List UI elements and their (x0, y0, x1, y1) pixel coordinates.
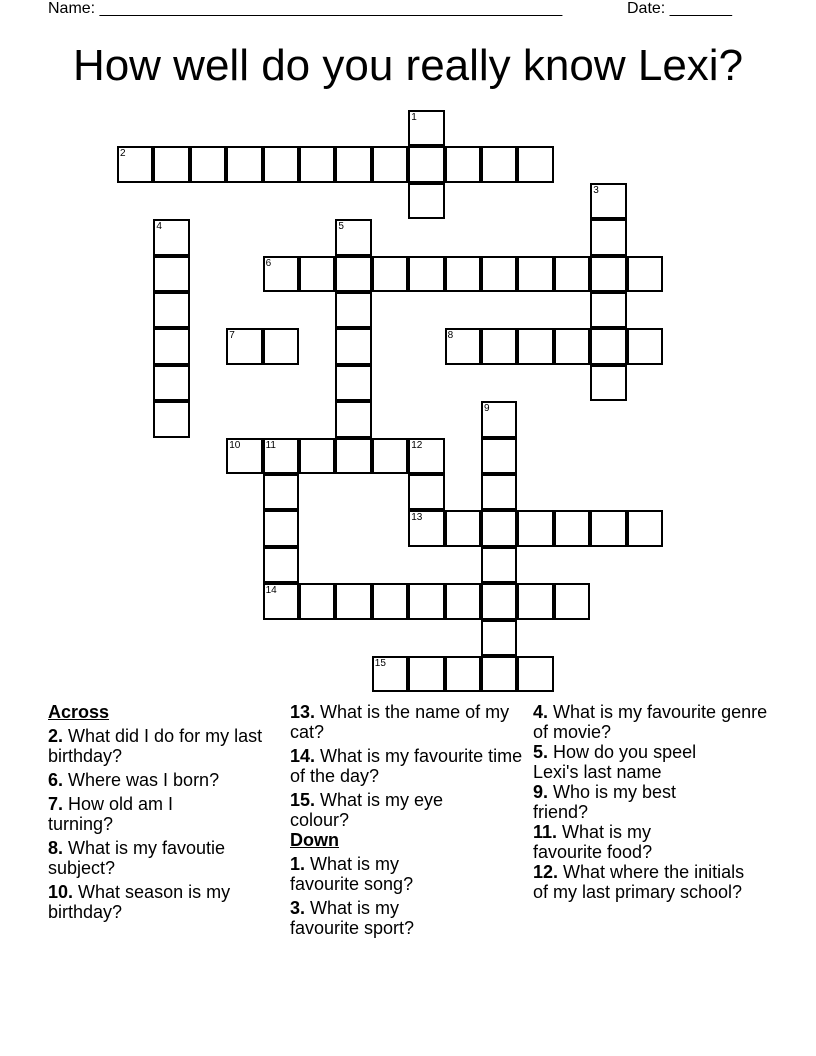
crossword-cell[interactable] (117, 146, 153, 182)
crossword-cell[interactable] (408, 474, 444, 510)
crossword-cell[interactable] (517, 256, 553, 292)
crossword-cell[interactable] (627, 510, 663, 546)
crossword-cell[interactable] (627, 256, 663, 292)
crossword-cell[interactable] (263, 146, 299, 182)
clue-down-9: 9. Who is my best friend? (533, 782, 677, 822)
across-heading: Across (48, 702, 110, 722)
crossword-cell[interactable] (153, 146, 189, 182)
crossword-cell[interactable] (335, 365, 371, 401)
crossword-cell[interactable] (335, 438, 371, 474)
crossword-cell[interactable] (226, 438, 262, 474)
clue-number: 10 (229, 439, 241, 451)
clue-across-10: 10. What season is my birthday? (48, 882, 231, 922)
clue-number: 1 (411, 112, 417, 123)
crossword-cell[interactable] (153, 365, 189, 401)
crossword-cell[interactable] (408, 510, 444, 546)
crossword-cell[interactable] (517, 656, 553, 692)
crossword-cell[interactable] (335, 583, 371, 619)
clue-across-15: 15. What is my eye colour? (290, 790, 444, 830)
crossword-cell[interactable] (153, 292, 189, 328)
crossword-cell[interactable] (408, 438, 444, 474)
clue-number: 2 (120, 148, 126, 160)
crossword-cell[interactable] (263, 583, 299, 619)
crossword-cell[interactable] (408, 110, 444, 146)
page-title: How well do you really know Lexi? (72, 41, 744, 90)
crossword-cell[interactable] (335, 219, 371, 255)
crossword-cell[interactable] (299, 438, 335, 474)
clue-number: 8 (447, 330, 454, 342)
crossword-cell[interactable] (153, 328, 189, 364)
crossword-cell[interactable] (372, 256, 408, 292)
crossword-cell[interactable] (263, 438, 299, 474)
crossword-cell[interactable] (335, 328, 371, 364)
clue-number: 15 (374, 658, 386, 669)
crossword-cell[interactable] (517, 328, 553, 364)
crossword-cell[interactable] (554, 583, 590, 619)
crossword-cell[interactable] (299, 583, 335, 619)
crossword-cell[interactable] (263, 328, 299, 364)
crossword-cell[interactable] (517, 146, 553, 182)
crossword-cell[interactable] (226, 146, 262, 182)
crossword-cell[interactable] (481, 583, 517, 619)
crossword-cell[interactable] (335, 256, 371, 292)
date-field-label: Date: _______ (627, 0, 732, 17)
clue-down-1: 1. What is my favourite song? (290, 854, 414, 894)
name-field-label: Name: ____________________________________________________ (48, 0, 563, 17)
crossword-cell[interactable] (190, 146, 226, 182)
crossword-cell[interactable] (481, 146, 517, 182)
clue-number: 5 (338, 221, 344, 233)
crossword-cell[interactable] (445, 256, 481, 292)
crossword-cell[interactable] (445, 146, 481, 182)
clue-number: 12 (411, 439, 423, 451)
clue-across-8: 8. What is my favoutie subject? (48, 838, 226, 878)
crossword-cell[interactable] (408, 656, 444, 692)
crossword-cell[interactable] (263, 547, 299, 583)
crossword-cell[interactable] (517, 510, 553, 546)
crossword-cell[interactable] (554, 328, 590, 364)
crossword-cell[interactable] (590, 256, 626, 292)
clue-across-13: 13. What is the name of my cat? (290, 702, 510, 742)
crossword-cell[interactable] (445, 328, 481, 364)
crossword-cell[interactable] (372, 146, 408, 182)
clue-number: 11 (265, 439, 276, 451)
crossword-cell[interactable] (372, 438, 408, 474)
clue-number: 9 (484, 403, 490, 415)
crossword-cell[interactable] (481, 620, 517, 656)
clue-across-2: 2. What did I do for my last birthday? (48, 726, 263, 766)
crossword-cell[interactable] (517, 583, 553, 619)
crossword-cell[interactable] (408, 256, 444, 292)
crossword-cell[interactable] (372, 656, 408, 692)
crossword-cell[interactable] (408, 146, 444, 182)
crossword-cell[interactable] (263, 256, 299, 292)
clue-number: 13 (411, 512, 423, 524)
crossword-cell[interactable] (445, 510, 481, 546)
clue-across-7: 7. How old am I turning? (48, 794, 174, 834)
clue-number: 14 (265, 585, 277, 597)
crossword-cell[interactable] (481, 474, 517, 510)
clues-column-2 (290, 702, 528, 942)
clue-across-14: 14. What is my favourite time of the day? (290, 746, 523, 786)
crossword-cell[interactable] (372, 583, 408, 619)
crossword-cell[interactable] (335, 401, 371, 437)
crossword-cell[interactable] (590, 292, 626, 328)
crossword-cell[interactable] (590, 328, 626, 364)
crossword-cell[interactable] (226, 328, 262, 364)
crossword-cell[interactable] (153, 401, 189, 437)
crossword-cell[interactable] (445, 583, 481, 619)
clue-across-6: 6. Where was I born? (48, 770, 220, 790)
crossword-cell[interactable] (590, 510, 626, 546)
clue-number: 4 (156, 221, 162, 233)
crossword-cell[interactable] (408, 583, 444, 619)
crossword-cell[interactable] (263, 474, 299, 510)
crossword-cell[interactable] (481, 328, 517, 364)
crossword-cell[interactable] (481, 401, 517, 437)
crossword-cell[interactable] (445, 656, 481, 692)
clues-column-1 (48, 702, 284, 926)
crossword-cell[interactable] (554, 256, 590, 292)
crossword-cell[interactable] (627, 328, 663, 364)
clue-down-11: 11. What is my favourite food? (533, 822, 653, 862)
crossword-cell[interactable] (335, 292, 371, 328)
crossword-cell[interactable] (263, 510, 299, 546)
crossword-cell[interactable] (153, 256, 189, 292)
clue-down-4: 4. What is my favourite genre of movie? (533, 702, 768, 742)
clue-number: 3 (593, 184, 599, 196)
clues-column-3 (533, 702, 778, 906)
crossword-cell[interactable] (590, 365, 626, 401)
clue-number: 7 (229, 330, 235, 342)
crossword-cell[interactable] (481, 438, 517, 474)
crossword-cell[interactable] (335, 146, 371, 182)
crossword-cell[interactable] (481, 510, 517, 546)
crossword-cell[interactable] (153, 219, 189, 255)
clue-down-12: 12. What where the initials of my last primary school? (533, 862, 745, 902)
clue-down-5: 5. How do you speel Lexi's last name (533, 742, 697, 782)
crossword-cell[interactable] (481, 256, 517, 292)
crossword-cell[interactable] (590, 183, 626, 219)
crossword-cell[interactable] (299, 256, 335, 292)
crossword-cell[interactable] (481, 547, 517, 583)
crossword-cell[interactable] (590, 219, 626, 255)
clue-down-3: 3. What is my favourite sport? (290, 898, 415, 938)
crossword-cell[interactable] (299, 146, 335, 182)
crossword-cell[interactable] (408, 183, 444, 219)
down-heading: Down (290, 830, 339, 850)
crossword-cell[interactable] (481, 656, 517, 692)
clue-number: 6 (265, 257, 272, 269)
crossword-cell[interactable] (554, 510, 590, 546)
